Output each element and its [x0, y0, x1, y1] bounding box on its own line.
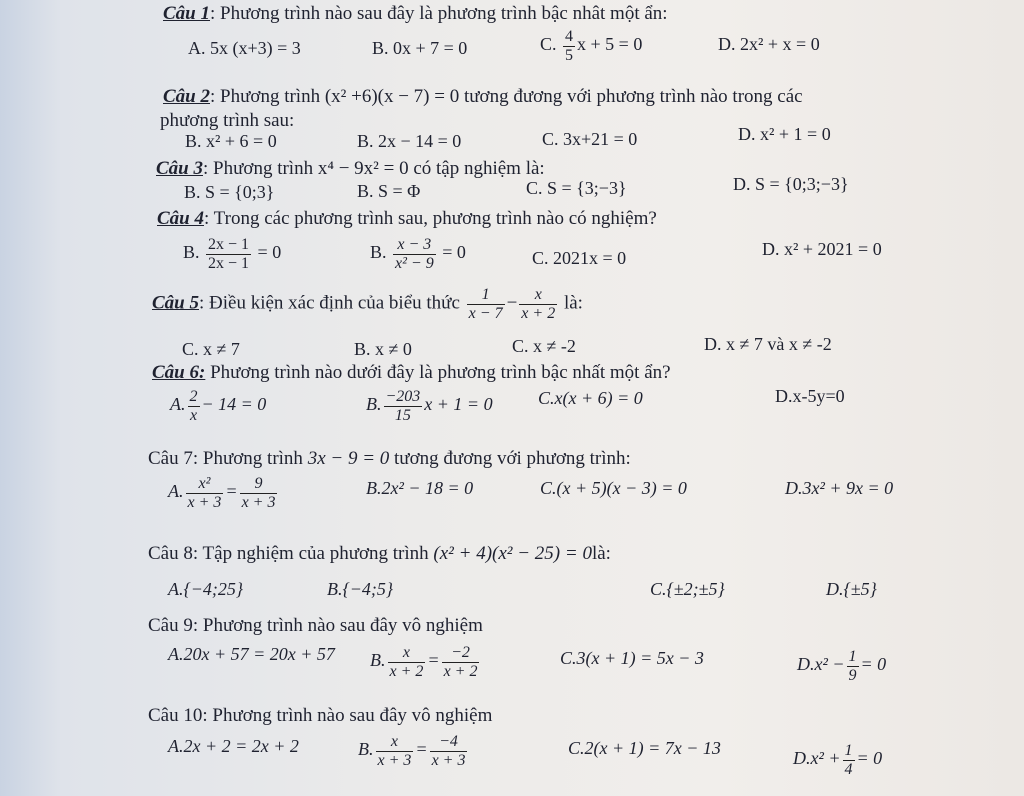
q5-fraction-1 — [467, 286, 505, 322]
q10-d-fraction — [843, 742, 855, 778]
q9-d-denominator: 9 — [848, 666, 857, 684]
question-10: Câu 10: Phương trình nào sau đây vô nghiệm — [148, 705, 493, 726]
question-7-text-2: tương đương với phương trình: — [389, 448, 631, 469]
q9-b-label: B. — [370, 650, 386, 671]
q6-b-numerator: −203 — [385, 388, 421, 405]
question-1 — [163, 3, 668, 25]
q9-b-equals: = — [427, 650, 440, 671]
q1-c-tail: x + 5 = 0 — [577, 34, 643, 55]
q8-option-b: B.{−4;5} — [327, 579, 394, 599]
question-4-text: : Trong các phương trình sau, phương trình nào có nghiệm? — [204, 208, 657, 229]
q3-option-c: C. S = {3;−3} — [526, 178, 627, 198]
q1-option-c — [540, 28, 642, 64]
q3-option-a: B. S = {0;3} — [184, 182, 275, 202]
q4-option-c: C. 2021x = 0 — [532, 248, 627, 268]
question-2-line2: phương trình sau: — [160, 110, 295, 131]
q4-b-label: B. — [370, 242, 387, 263]
q7-a-denominator-2: x + 3 — [241, 493, 276, 511]
q7-option-d: D.3x² + 9x = 0 — [785, 478, 894, 498]
q9-option-c: C.3(x + 1) = 5x − 3 — [560, 648, 704, 668]
question-3-label: Câu 3 — [156, 158, 203, 179]
q5-option-b: B. x ≠ 0 — [354, 339, 412, 359]
question-6 — [152, 362, 671, 384]
q1-c-fraction — [563, 28, 575, 64]
q5-fraction-2 — [519, 286, 557, 322]
question-4 — [157, 208, 657, 230]
question-8-tail: là: — [591, 543, 611, 564]
q9-b-denominator-1: x + 2 — [389, 662, 424, 680]
q3-option-b: B. S = Φ — [357, 181, 421, 201]
q5-option-d: D. x ≠ 7 và x ≠ -2 — [704, 334, 832, 354]
q10-d-numerator: 1 — [844, 742, 853, 759]
q7-a-equals: = — [225, 481, 238, 502]
q6-b-fraction — [384, 388, 423, 424]
q9-b-fraction-2 — [442, 644, 480, 680]
q4-option-d: D. x² + 2021 = 0 — [762, 239, 882, 259]
q5-f1-numerator: 1 — [467, 286, 505, 305]
q2-option-b: B. 2x − 14 = 0 — [357, 131, 462, 151]
question-4-label: Câu 4 — [157, 208, 204, 229]
q6-option-c: C.x(x + 6) = 0 — [538, 388, 643, 408]
q7-a-fraction-1 — [186, 475, 224, 511]
q9-option-a: A.20x + 57 = 20x + 57 — [168, 644, 335, 664]
q9-b-numerator-1: x — [388, 644, 426, 663]
q10-option-d — [793, 742, 882, 778]
q10-b-fraction-1 — [376, 733, 414, 769]
question-6-text: Phương trình nào dưới đây là phương trình bậc nhất một ẩn? — [205, 362, 671, 383]
q7-a-label: A. — [168, 481, 184, 502]
question-7 — [148, 448, 631, 470]
q9-b-denominator-2: x + 2 — [443, 662, 478, 680]
question-5-text: : Điều kiện xác định của biểu thức — [199, 292, 460, 314]
q6-b-denominator: 15 — [394, 406, 411, 424]
q1-option-a: A. 5x (x+3) = 3 — [188, 38, 301, 58]
q10-d-denominator: 4 — [844, 760, 853, 778]
q6-b-label: B. — [366, 394, 382, 415]
q10-b-label: B. — [358, 739, 374, 760]
q5-f1-denominator: x − 7 — [468, 304, 503, 322]
q4-option-b — [370, 236, 466, 272]
q10-b-denominator-2: x + 3 — [431, 751, 466, 769]
q10-b-denominator-1: x + 3 — [377, 751, 412, 769]
question-5 — [152, 286, 583, 322]
q10-d-tail: = 0 — [856, 748, 883, 769]
q9-option-d — [797, 648, 886, 684]
q10-b-numerator-1: x — [376, 733, 414, 752]
q6-option-d: D.x-5y=0 — [775, 386, 845, 406]
question-2-label: Câu 2 — [163, 86, 210, 107]
q6-a-numerator: 2 — [189, 388, 198, 405]
q10-option-b — [358, 733, 469, 769]
question-7-equation: 3x − 9 = 0 — [307, 448, 390, 469]
q4-a-label: B. — [183, 242, 200, 263]
q4-b-tail: = 0 — [442, 242, 466, 263]
q6-a-tail: − 14 = 0 — [201, 394, 267, 415]
q7-option-a — [168, 475, 279, 511]
q6-b-tail: x + 1 = 0 — [424, 394, 493, 415]
q5-minus: − — [506, 292, 518, 314]
q4-a-denominator: 2x − 1 — [208, 254, 250, 272]
q2-option-c: C. 3x+21 = 0 — [542, 129, 638, 149]
q6-a-fraction — [188, 388, 200, 424]
q5-f2-denominator: x + 2 — [521, 304, 556, 322]
q4-a-numerator: 2x − 1 — [208, 236, 250, 253]
q1-option-d: D. 2x² + x = 0 — [718, 34, 820, 54]
q6-a-label: A. — [170, 394, 186, 415]
q7-a-numerator-2: 9 — [240, 475, 278, 494]
q8-option-a: A.{−4;25} — [168, 579, 244, 599]
question-8-equation: (x² + 4)(x² − 25) = 0 — [433, 543, 592, 564]
q7-option-b: B.2x² − 18 = 0 — [366, 478, 474, 498]
q4-option-a — [183, 236, 281, 272]
q6-option-a — [170, 388, 266, 424]
q7-option-c: C.(x + 5)(x − 3) = 0 — [540, 478, 687, 498]
q10-option-a: A.2x + 2 = 2x + 2 — [168, 736, 299, 756]
q2-option-a: B. x² + 6 = 0 — [185, 131, 277, 151]
q9-d-label: D.x² − — [797, 654, 845, 675]
q7-a-denominator-1: x + 3 — [187, 493, 222, 511]
q10-b-numerator-2: −4 — [430, 733, 468, 752]
q1-option-b: B. 0x + 7 = 0 — [372, 38, 468, 58]
q5-f2-numerator: x — [519, 286, 557, 305]
q9-d-tail: = 0 — [860, 654, 887, 675]
question-7-text: Câu 7: Phương trình — [148, 448, 308, 469]
q8-option-c: C.{±2;±5} — [650, 579, 725, 599]
q9-option-b — [370, 644, 481, 680]
question-3 — [156, 158, 545, 180]
q2-option-d: D. x² + 1 = 0 — [738, 124, 831, 144]
question-1-text: : Phương trình nào sau đây là phương trình bậc nhât một ẩn: — [210, 3, 668, 24]
q8-option-d: D.{±5} — [826, 579, 877, 599]
question-1-label: Câu 1 — [163, 3, 210, 24]
q4-a-tail: = 0 — [257, 242, 282, 263]
q6-a-denominator: x — [189, 406, 198, 424]
question-2-text: : Phương trình (x² +6)(x − 7) = 0 tương đương với phương trình nào trong các — [210, 86, 803, 107]
q10-b-equals: = — [415, 739, 428, 760]
q4-b-fraction — [393, 236, 436, 272]
question-9: Câu 9: Phương trình nào sau đây vô nghiệm — [148, 615, 483, 636]
q7-a-fraction-2 — [240, 475, 278, 511]
q9-b-numerator-2: −2 — [442, 644, 480, 663]
question-8 — [148, 543, 611, 565]
question-3-text: : Phương trình x⁴ − 9x² = 0 có tập nghiệm là: — [203, 158, 545, 179]
q9-d-fraction — [847, 648, 859, 684]
q9-d-numerator: 1 — [848, 648, 857, 665]
question-6-label: Câu 6: — [152, 362, 206, 383]
q4-b-numerator: x − 3 — [393, 236, 436, 255]
q5-tail: là: — [563, 292, 583, 314]
question-2 — [163, 86, 803, 108]
q10-d-label: D.x² + — [793, 748, 841, 769]
q6-option-b — [366, 388, 493, 424]
q4-b-denominator: x² − 9 — [395, 254, 434, 272]
q1-c-denominator: 5 — [565, 46, 574, 64]
q5-option-c: C. x ≠ -2 — [512, 336, 576, 356]
q4-a-fraction — [206, 236, 251, 272]
q10-b-fraction-2 — [430, 733, 468, 769]
q1-option-c-label: C. — [540, 34, 562, 55]
q5-option-a: C. x ≠ 7 — [182, 339, 240, 359]
q3-option-d: D. S = {0;3;−3} — [733, 174, 849, 194]
question-8-text: Câu 8: Tập nghiệm của phương trình — [148, 543, 434, 564]
question-5-label: Câu 5 — [152, 292, 199, 314]
q9-b-fraction-1 — [388, 644, 426, 680]
q7-a-numerator-1: x² — [186, 475, 224, 494]
q1-c-numerator: 4 — [565, 28, 574, 45]
q10-option-c: C.2(x + 1) = 7x − 13 — [568, 738, 721, 758]
